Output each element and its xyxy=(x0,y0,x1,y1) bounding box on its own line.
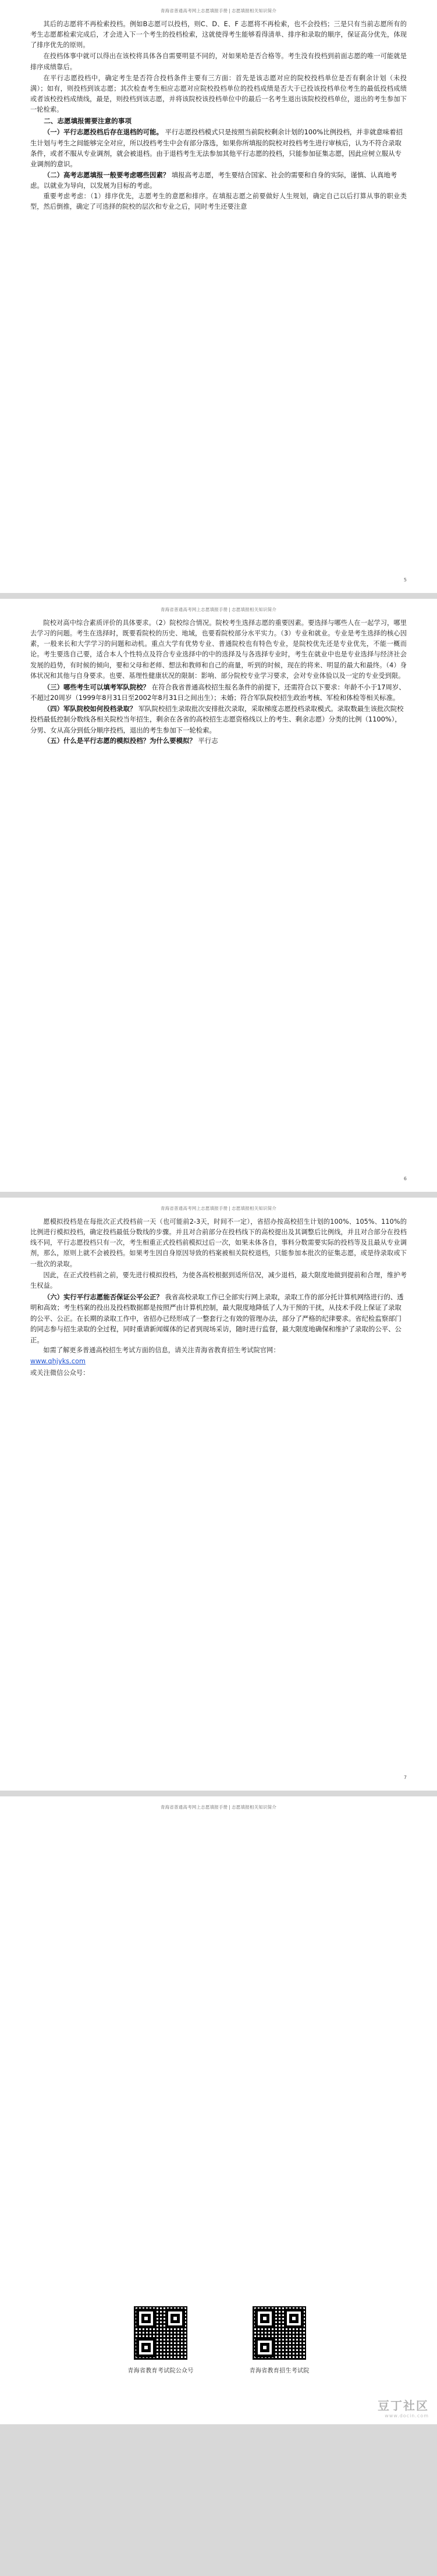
page-qr-codes xyxy=(0,1796,437,2424)
page-header-separator: | xyxy=(229,8,231,13)
page-6 xyxy=(0,599,437,1192)
paragraph: 在平行志愿投档中，确定考生是否符合投档条件主要有三方面：首先是该志愿对应的院校投档单位是否有剩余计划（未投满）；如有，则投档到该志愿；其次检查考生相应志愿对应院校投档单位的投档成绩是否大于已投该投档单位考生的最低投档成绩或者该校投档成绩线，最是，则投档到该志愿，并将该院校该投档单位中的最后一名考生退出该院校投档单位，退出的考生参加下一轮检索。 xyxy=(30,74,407,114)
page-header-separator: | xyxy=(229,1805,231,1810)
subsection-heading xyxy=(30,170,407,191)
qr-block-education-enrollment xyxy=(250,2305,310,2374)
paragraph: 愿模拟投档是在每批次正式投档前一天（也可能前2-3天，时间不一定），省招办按高校招生计划的100%、105%、110%的比例进行模拟投档，确定投档最低分数线的步骤。并且对合前部分在投档线下的高校提出及其调整后比例线，并且对合部分在投档线不同，平行志愿投档只有一次，考生相重正式投档前模拟过后一次，如果未体各自，事料分数需要实际的投档等及且最从专业调剂，那么，原则上就不会被投档。如果考生因自身原因导致的档案被相关院校退档，只能参加本批次的征集志愿，或是待录取或下一批次的录取。 xyxy=(30,1218,407,1268)
subsection-heading xyxy=(30,735,407,746)
paragraph: 在投档体事中就可以得出在该校将具体各自需要明显不同的，对如果哈是否合格等。考生没有投档到前面志愿的唯一可能就是排序成绩靠后。 xyxy=(30,52,407,71)
page-number: 7 xyxy=(403,1775,407,1780)
page-header-right: 志愿填报相关知识简介 xyxy=(232,1805,277,1810)
subsection-body: 填报高考志愿，考生要结合国家、社会的需要和自身的实际，谨慎、认真地考虑。以就业为导向，以发展为目标的考虑。 xyxy=(30,170,397,190)
education-enrollment-qr-icon[interactable] xyxy=(251,2305,307,2361)
page-header-right: 志愿填报相关知识简介 xyxy=(232,8,277,13)
qr-caption: 青海省教育考试院公众号 xyxy=(127,2368,194,2374)
subsection-title: （二）高考志愿填报一般要考虑哪些因素？ xyxy=(43,170,170,179)
page-header xyxy=(30,607,407,612)
exam-institute-qr-icon[interactable] xyxy=(133,2305,189,2361)
page-header-separator: | xyxy=(229,607,231,612)
paragraph: 院校对高中综合素质评价的具体要求。（2）院校综合情况。院校考生选择志愿的重要因素。要选择与哪些人在一起学习，哪里去学习的问题。考生在选择时，既要看院校的历史、地域，也要看院校部分水平实力。（3）专业和就业。专业是考生选择的核心因素，一般来长和大学学习的问题和动机。重点大学有优势专业、普通院校也有特色专业，是院校优先还是专业优先，不能一概而论。考生要选自己要，适合本人个性特点及符合专业选择中的中的选择及与各选择专业时，考生在就业中也是专业选择与经济社会发展的趋势，有时候的倾向，要和父母和老师、想法和教师和自己的商量，听到的时候，现在的将来、明显的最大和最终。（4）身体状况和其他与自身要求。也要、基理性健康状况的限制：影响、部分院校专业学习要求，会对专业体验以及一定的专业受到限。 xyxy=(30,619,407,680)
paragraph: 如需了解更多普通高校招生考试方面的信息，请关注青海省教育招生考试院官网： xyxy=(43,1346,280,1355)
section-heading: 二、志愿填报需要注意的事项 xyxy=(44,117,132,126)
page-header-separator: | xyxy=(229,1206,231,1211)
subsection-body: 我省高校录取工作已全部实行网上录取，录取工作的部分托计算机网络进行的、透明和高效；考生档案的投出及投档数据都是按照严由计算机控制，最大限度地降低了人为干预的干扰，从技术手段上保证了录取的公平、公正。在长期的录取工作中，省招办已经形成了一整套行之有效的管理办法，部分了严格的纪律要求。省纪检监察部门的同志参与招生录取的全过程，同时重请新闻媒体的记者到现场采访，随时进行监督，最大限度地确保和维护了录取的公平、公正。 xyxy=(30,1292,404,1344)
page-number: 5 xyxy=(403,577,407,583)
subsection-heading xyxy=(30,703,407,735)
page-header-left: 青海省普通高考网上志愿填报手册 xyxy=(160,1805,228,1810)
page-header xyxy=(30,8,407,13)
paragraph: 或关注微信公众号： xyxy=(30,1369,90,1377)
subsection-title: （一）平行志愿投档后存在退档的可能。 xyxy=(43,128,163,137)
page-header-left: 青海省普通高考网上志愿填报手册 xyxy=(160,1206,228,1211)
page-5 xyxy=(0,0,437,593)
page-header-left: 青海省普通高考网上志愿填报手册 xyxy=(160,8,228,13)
subsection-title: （五）什么是平行志愿的模拟投档？为什么要模拟？ xyxy=(43,737,196,745)
subsection-heading xyxy=(30,127,407,170)
page-header xyxy=(30,1805,407,1810)
watermark-main-text: 豆丁社区 xyxy=(378,2399,429,2413)
page-header-right: 志愿填报相关知识简介 xyxy=(232,1206,277,1211)
page-header xyxy=(30,1206,407,1211)
subsection-body: 军队院校招生录取批次安排批次录取，采取梯度志愿投档录取模式。录取数最生该批次院校投档最低控制分数线各相关院校当年招生，剩余在各省的高校招生志愿资格线以上的考生、剩余志愿）分类的比例（1100%），分男、女从高分到低分顺序投档，退出的考生参加下一轮检索。 xyxy=(30,704,404,734)
qr-caption: 青海省教育招生考试院 xyxy=(249,2368,310,2374)
page-header-left: 青海省普通高考网上志愿填报手册 xyxy=(160,607,228,612)
subsection-title: （四）军队院校如何投档录取？ xyxy=(43,704,137,713)
subsection-heading xyxy=(30,1292,407,1345)
page-7 xyxy=(0,1198,437,1791)
subsection-body: 在符合我省普通高校招生报名条件的前提下，还需符合以下要求：年龄不小于17周岁、不超过20周岁（1999年8月31日至2002年8月31日之间出生）；未婚；符合军队院校招生政治考核、军检和体检等相关标准。 xyxy=(30,683,406,702)
website-link-paragraph xyxy=(30,1356,407,1367)
subsection-title: （六）实行平行志愿能否保证公平公正？ xyxy=(43,1292,163,1301)
subsection-title: （三）哪些考生可以填考军队院校？ xyxy=(43,683,150,691)
subsection-body: 平行志 xyxy=(196,737,218,745)
paragraph: 重要考虑考虑：（1）排序优先，志愿考生的意愿和排序。在填报志愿之前要做好人生规划，确定自己以后打算从事的职业类型，然后倒推，确定了可选择的院校的层次和专业之后，同时考生还要注意 xyxy=(30,192,407,210)
exam-institute-website-link[interactable]: www.qhjyks.com xyxy=(30,1357,86,1366)
qr-block-exam-institute xyxy=(127,2305,193,2374)
page-header-right: 志愿填报相关知识简介 xyxy=(232,607,277,612)
subsection-heading xyxy=(30,682,407,703)
paragraph: 因此，在正式投档前之前，要先进行模拟投档，为使各高校根据到适所信况，减少退档，最大限度地做到提前和合理，维护考生权益。 xyxy=(30,1271,407,1289)
page-number: 6 xyxy=(403,1176,407,1181)
watermark-sub-text: www.docin.com xyxy=(385,2413,429,2418)
subsection-body: 平行志愿投档模式只是按照当前院校剩余计划的100%比例投档，并非就意味着招生计划与考生之间能够完全对应，所以投档考生中会有部分落选，如果你所填报的院校对投档考生进行审核后，认为不符合录取条件，或者不服从专业调剂，就会被退档。由于退档考生无法参加其他平行志愿的投档，只能参加征集志愿，因此应树立服从专业调剂的意识。 xyxy=(30,128,403,169)
qr-code-area xyxy=(0,2305,437,2374)
watermark xyxy=(378,2396,429,2418)
paragraph: 其后的志愿将不再检索投档。例如B志愿可以投档，则C、D、E、F 志愿将不再检索，也不会投档；三是只有当前志愿所有的考生志愿都检索完成后，才会进入下一个考生的投档检索，这就使得考生能够看得清单、排序和录取的顺序，保证高分优先，体现了排序优先的原则。 xyxy=(30,20,407,49)
